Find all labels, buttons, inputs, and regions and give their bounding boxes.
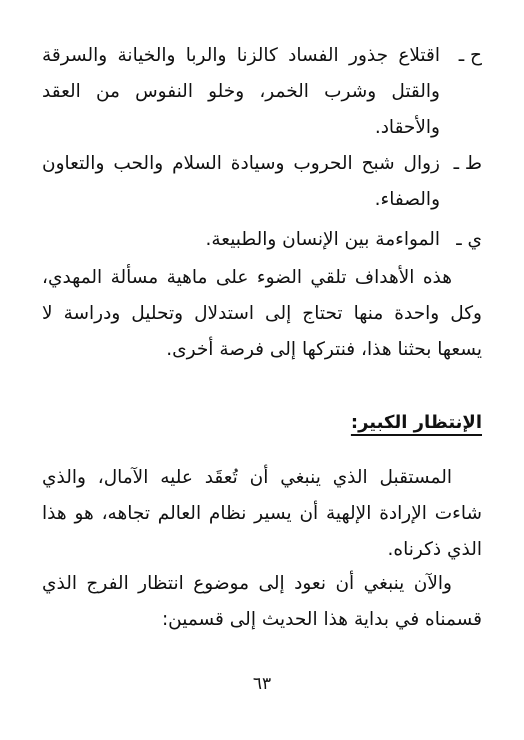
list-marker: ي ـ	[456, 229, 482, 250]
list-item-ha	[42, 38, 482, 146]
list-marker: ط ـ	[453, 153, 482, 174]
list-item-text: اقتلاع جذور الفساد كالزنا والربا والخيانة والسرقة والقتل وشرب الخمر، وخلو النفوس من العقد والأحقاد.	[42, 45, 440, 138]
page-number: ٦٣	[252, 674, 272, 694]
list-item-text: المواءمة بين الإنسان والطبيعة.	[205, 229, 440, 250]
list-item-ya	[42, 222, 482, 258]
paragraph-goals: هذه الأهداف تلقي الضوء على ماهية مسألة المهدي، وكل واحدة منها تحتاج إلى استدلال وتحليل ودراسة لا يسعها بحثنا هذا، فنتركها إلى فرصة أخرى.	[42, 267, 482, 360]
list-marker: ح ـ	[458, 45, 482, 66]
paragraph-now: والآن ينبغي أن نعود إلى موضوع انتظار الفرج الذي قسمناه في بداية هذا الحديث إلى قسمين:	[42, 573, 482, 630]
list-item-text: زوال شبح الحروب وسيادة السلام والحب والتعاون والصفاء.	[42, 153, 440, 210]
paragraph-future: المستقبل الذي ينبغي أن تُعقَد عليه الآمال، والذي شاءت الإرادة الإلهية أن يسير نظام العالم تجاهه، هو هذا الذي ذكرناه.	[42, 467, 482, 560]
list-item-ta	[42, 146, 482, 218]
section-heading: الإنتظار الكبير:	[350, 412, 482, 433]
